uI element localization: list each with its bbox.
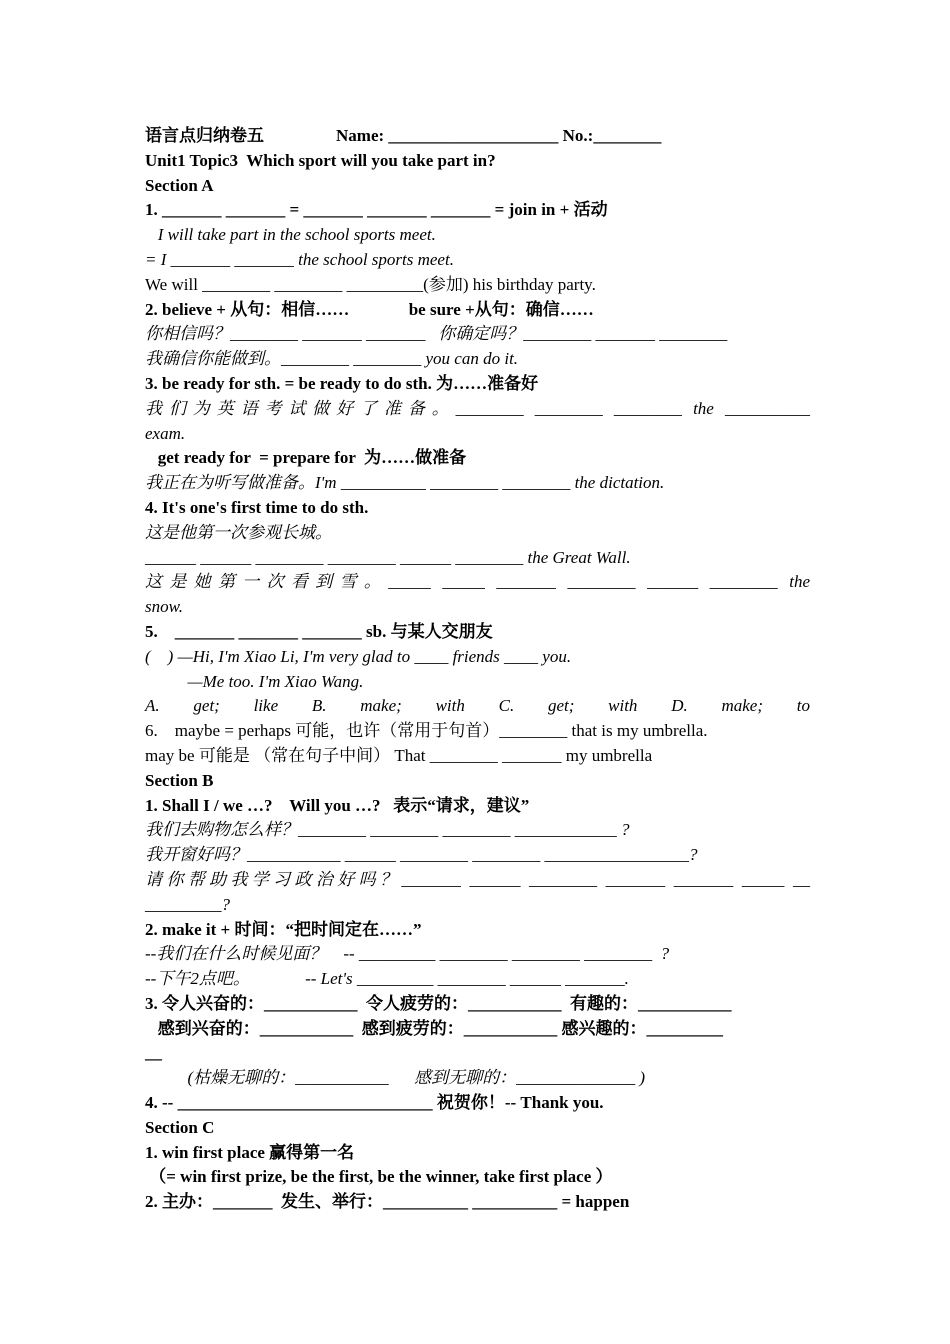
a-line-1: 1. _______ _______ = _______ _______ _______ = join in + 活动 — [145, 200, 608, 220]
b-line-4: 请你帮助我学习政治好吗？_______ ______ ________ _______ _______ _____ __ — [145, 869, 810, 889]
a-line-3: = I _______ _______ the school sports meet. — [145, 249, 454, 269]
header-line — [145, 124, 810, 149]
name-number-field: Name: ____________________ No.:________ — [336, 126, 662, 145]
b-line-3: 我开窗好吗？___________ ______ ________ ________ _________________? — [145, 845, 698, 865]
a-line-21: A. get; like B. make; with C. get; with D. make; to — [145, 696, 810, 716]
b-line-9: 3. 令人兴奋的：___________ 令人疲劳的：___________ 有趣的：___________ — [145, 993, 732, 1013]
b-line-13: 4. -- ______________________________ 祝贺你！-- Thank you. — [145, 1093, 604, 1113]
a-line-20: —Me too. I'm Xiao Wang. — [145, 671, 364, 691]
b-line-7: --我们在什么时候见面？ -- _________ ________ ________ ________ ? — [145, 944, 670, 964]
b-line-12: (枯燥无聊的：___________ 感到无聊的：______________ ) — [145, 1068, 646, 1088]
a-line-22 — [145, 719, 810, 744]
a-line-16: 这是她第一次看到雪。_____ _____ _______ ________ ______ ________ the — [145, 572, 810, 592]
a-line-8: 3. be ready for sth. = be ready to do sth. 为……准备好 — [145, 373, 539, 393]
a-line-23-text: may be 可能是 （常在句子中间） That ________ _______ my umbrella — [145, 745, 653, 765]
a-line-11: get ready for = prepare for 为……做准备 — [145, 448, 467, 468]
b-line-8: --下午2点吧。 -- Let's _________ ________ ______ _______. — [145, 969, 629, 989]
c-line-3: 2. 主办：_______ 发生、举行：__________ __________ = happen — [145, 1192, 630, 1212]
a-line-17: snow. — [145, 597, 183, 617]
section-b-heading: Section B — [145, 770, 214, 790]
a-line-5: 2. believe + 从句：相信…… be sure +从句：确信…… — [145, 299, 594, 319]
c-line-1: 1. win first place 赢得第一名 — [145, 1142, 355, 1162]
a-line-13: 4. It's one's first time to do sth. — [145, 497, 369, 517]
section-a-heading: Section A — [145, 175, 214, 195]
c-line-2: （= win first prize, be the first, be the winner, take first place ） — [145, 1167, 613, 1187]
b-line-1: 1. Shall I / we …? Will you …? 表示“请求，建议” — [145, 795, 530, 815]
a-line-10: exam. — [145, 423, 186, 443]
a-line-19: ( ) —Hi, I'm Xiao Li, I'm very glad to ____ friends ____ you. — [145, 646, 572, 666]
section-c-heading: Section C — [145, 1117, 215, 1137]
b-line-6: 2. make it + 时间：“把时间定在……” — [145, 919, 422, 939]
a-line-6: 你相信吗？________ _______ _______ 你确定吗？________ _______ ________ — [145, 324, 728, 344]
a-line-2: I will take part in the school sports meet. — [145, 225, 436, 245]
a-line-15: ______ ______ ________ ________ ______ ________ the Great Wall. — [145, 547, 631, 567]
a-line-9: 我们为英语考试做好了准备。________ ________ ________ the __________ — [145, 398, 810, 418]
a-line-4: We will ________ ________ _________(参加) his birthday party. — [145, 274, 596, 294]
a-line-23 — [145, 744, 810, 769]
a-line-18: 5. _______ _______ _______ sb. 与某人交朋友 — [145, 621, 493, 641]
a-line-7: 我确信你能做到。________ ________ you can do it. — [145, 349, 519, 369]
b-line-5: _________? — [145, 894, 230, 914]
b-line-2: 我们去购物怎么样？________ ________ ________ ____________ ? — [145, 820, 630, 840]
a-line-22-text: 6. maybe = perhaps 可能，也许（常用于句首）________ that is my umbrella. — [145, 721, 708, 741]
a-line-12: 我正在为听写做准备。I'm __________ ________ ________ the dictation. — [145, 473, 665, 493]
a-line-14: 这是他第一次参观长城。 — [145, 522, 332, 542]
b-line-11: __ — [145, 1043, 162, 1063]
unit-title: Unit1 Topic3 Which sport will you take part in? — [145, 150, 496, 170]
b-line-10: 感到兴奋的：___________ 感到疲劳的：___________ 感兴趣的：_________ — [145, 1018, 723, 1038]
worksheet-title: 语言点归纳卷五 — [145, 126, 264, 145]
worksheet-page — [145, 124, 810, 1215]
